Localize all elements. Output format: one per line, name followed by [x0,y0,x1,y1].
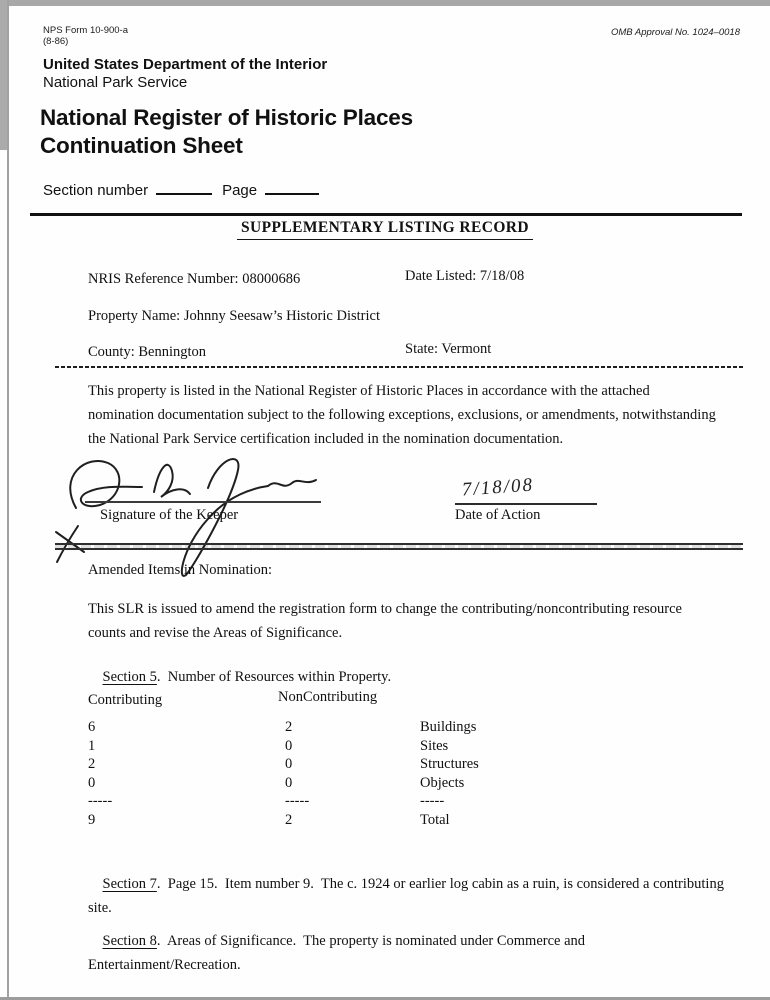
section7-label: Section 7 [102,876,157,892]
cell-contributing: ----- [88,793,113,810]
cell-noncontributing: 2 [285,719,293,735]
section8-line [88,905,688,1000]
section5-line [88,652,738,703]
document-title-line1: National Register of Historic Places [40,105,413,130]
signature-line [85,501,321,503]
amended-items-heading: Amended Items in Nomination: [88,562,273,578]
certification-paragraph: This property is listed in the National Register of Historic Places in accordance with the attached nomination documentation subject to the following exceptions, exclusions, or amendments, notwithstanding the National Park Service certification included in the nomination documentation. [88,383,720,447]
table-row [88,774,558,793]
table-row [88,737,558,756]
table-row [88,718,558,737]
cell-type: Sites [420,737,449,754]
date-of-action-label: Date of Action [455,507,541,523]
department-title: United States Department of the Interior [43,56,328,73]
property-name: Property Name: Johnny Seesaw’s Historic District [88,308,380,324]
section-number-blank [156,182,212,195]
slr-intro-paragraph: This SLR is issued to amend the registration form to change the contributing/noncontributing resource counts and revise the Areas of Significance. [88,601,686,641]
cell-noncontributing: 0 [285,756,293,773]
cell-type: ----- [420,793,445,810]
cell-noncontributing: 0 [285,774,293,791]
noncontributing-header: NonContributing [278,689,378,705]
dashed-divider [55,366,743,368]
resource-count-table [88,718,558,830]
header-divider-rule [30,213,742,216]
signature-label: Signature of the Keeper [100,507,239,523]
state: State: Vermont [405,341,492,357]
page-label: Page [222,182,258,199]
section-number-label: Section number [43,182,149,199]
document-title-line2: Continuation Sheet [40,133,243,158]
cell-contributing: 2 [88,756,96,773]
form-number-line2: (8-86) [43,36,69,47]
date-of-action-handwritten: 7/18/08 [461,474,535,501]
agency-title: National Park Service [43,74,188,91]
section8-label: Section 8 [102,933,157,949]
cell-type: Structures [420,756,479,773]
cell-noncontributing: 0 [285,737,293,754]
section-page-row [43,182,329,199]
cell-type: Total [420,811,450,828]
cell-type: Buildings [420,719,477,735]
table-row-divider [88,792,558,811]
slr-heading [0,219,770,240]
county: County: Bennington [88,344,207,360]
scan-edge-left-line [7,0,9,1000]
cell-contributing: 9 [88,811,96,828]
cell-type: Objects [420,774,465,791]
scan-edge-top [0,0,770,6]
cell-contributing: 1 [88,737,96,754]
nris-reference: NRIS Reference Number: 08000686 [88,271,301,287]
omb-approval: OMB Approval No. 1024–0018 [610,27,740,38]
document-title [40,104,413,160]
contributing-header: Contributing [88,692,163,708]
section8-text: . Areas of Significance. The property is nominated under Commerce and Entertainment/Recreation. [88,933,589,973]
date-of-action-line [455,503,597,505]
date-listed: Date Listed: 7/18/08 [405,268,525,284]
section5-label: Section 5 [102,669,157,685]
section7-text: . Page 15. Item number 9. The c. 1924 or earlier log cabin as a ruin, is considered a contributing site. [88,876,728,916]
slr-heading-text: SUPPLEMENTARY LISTING RECORD [237,219,533,240]
cell-noncontributing: 2 [285,811,293,828]
cell-contributing: 6 [88,719,96,735]
page-blank [265,182,319,195]
table-row-total [88,811,558,830]
double-rule-divider [55,543,743,550]
cell-contributing: 0 [88,774,96,791]
section5-text: . Number of Resources within Property. [156,669,392,685]
form-number-line1: NPS Form 10-900-a [43,25,129,36]
cell-noncontributing: ----- [285,793,310,810]
table-row [88,755,558,774]
